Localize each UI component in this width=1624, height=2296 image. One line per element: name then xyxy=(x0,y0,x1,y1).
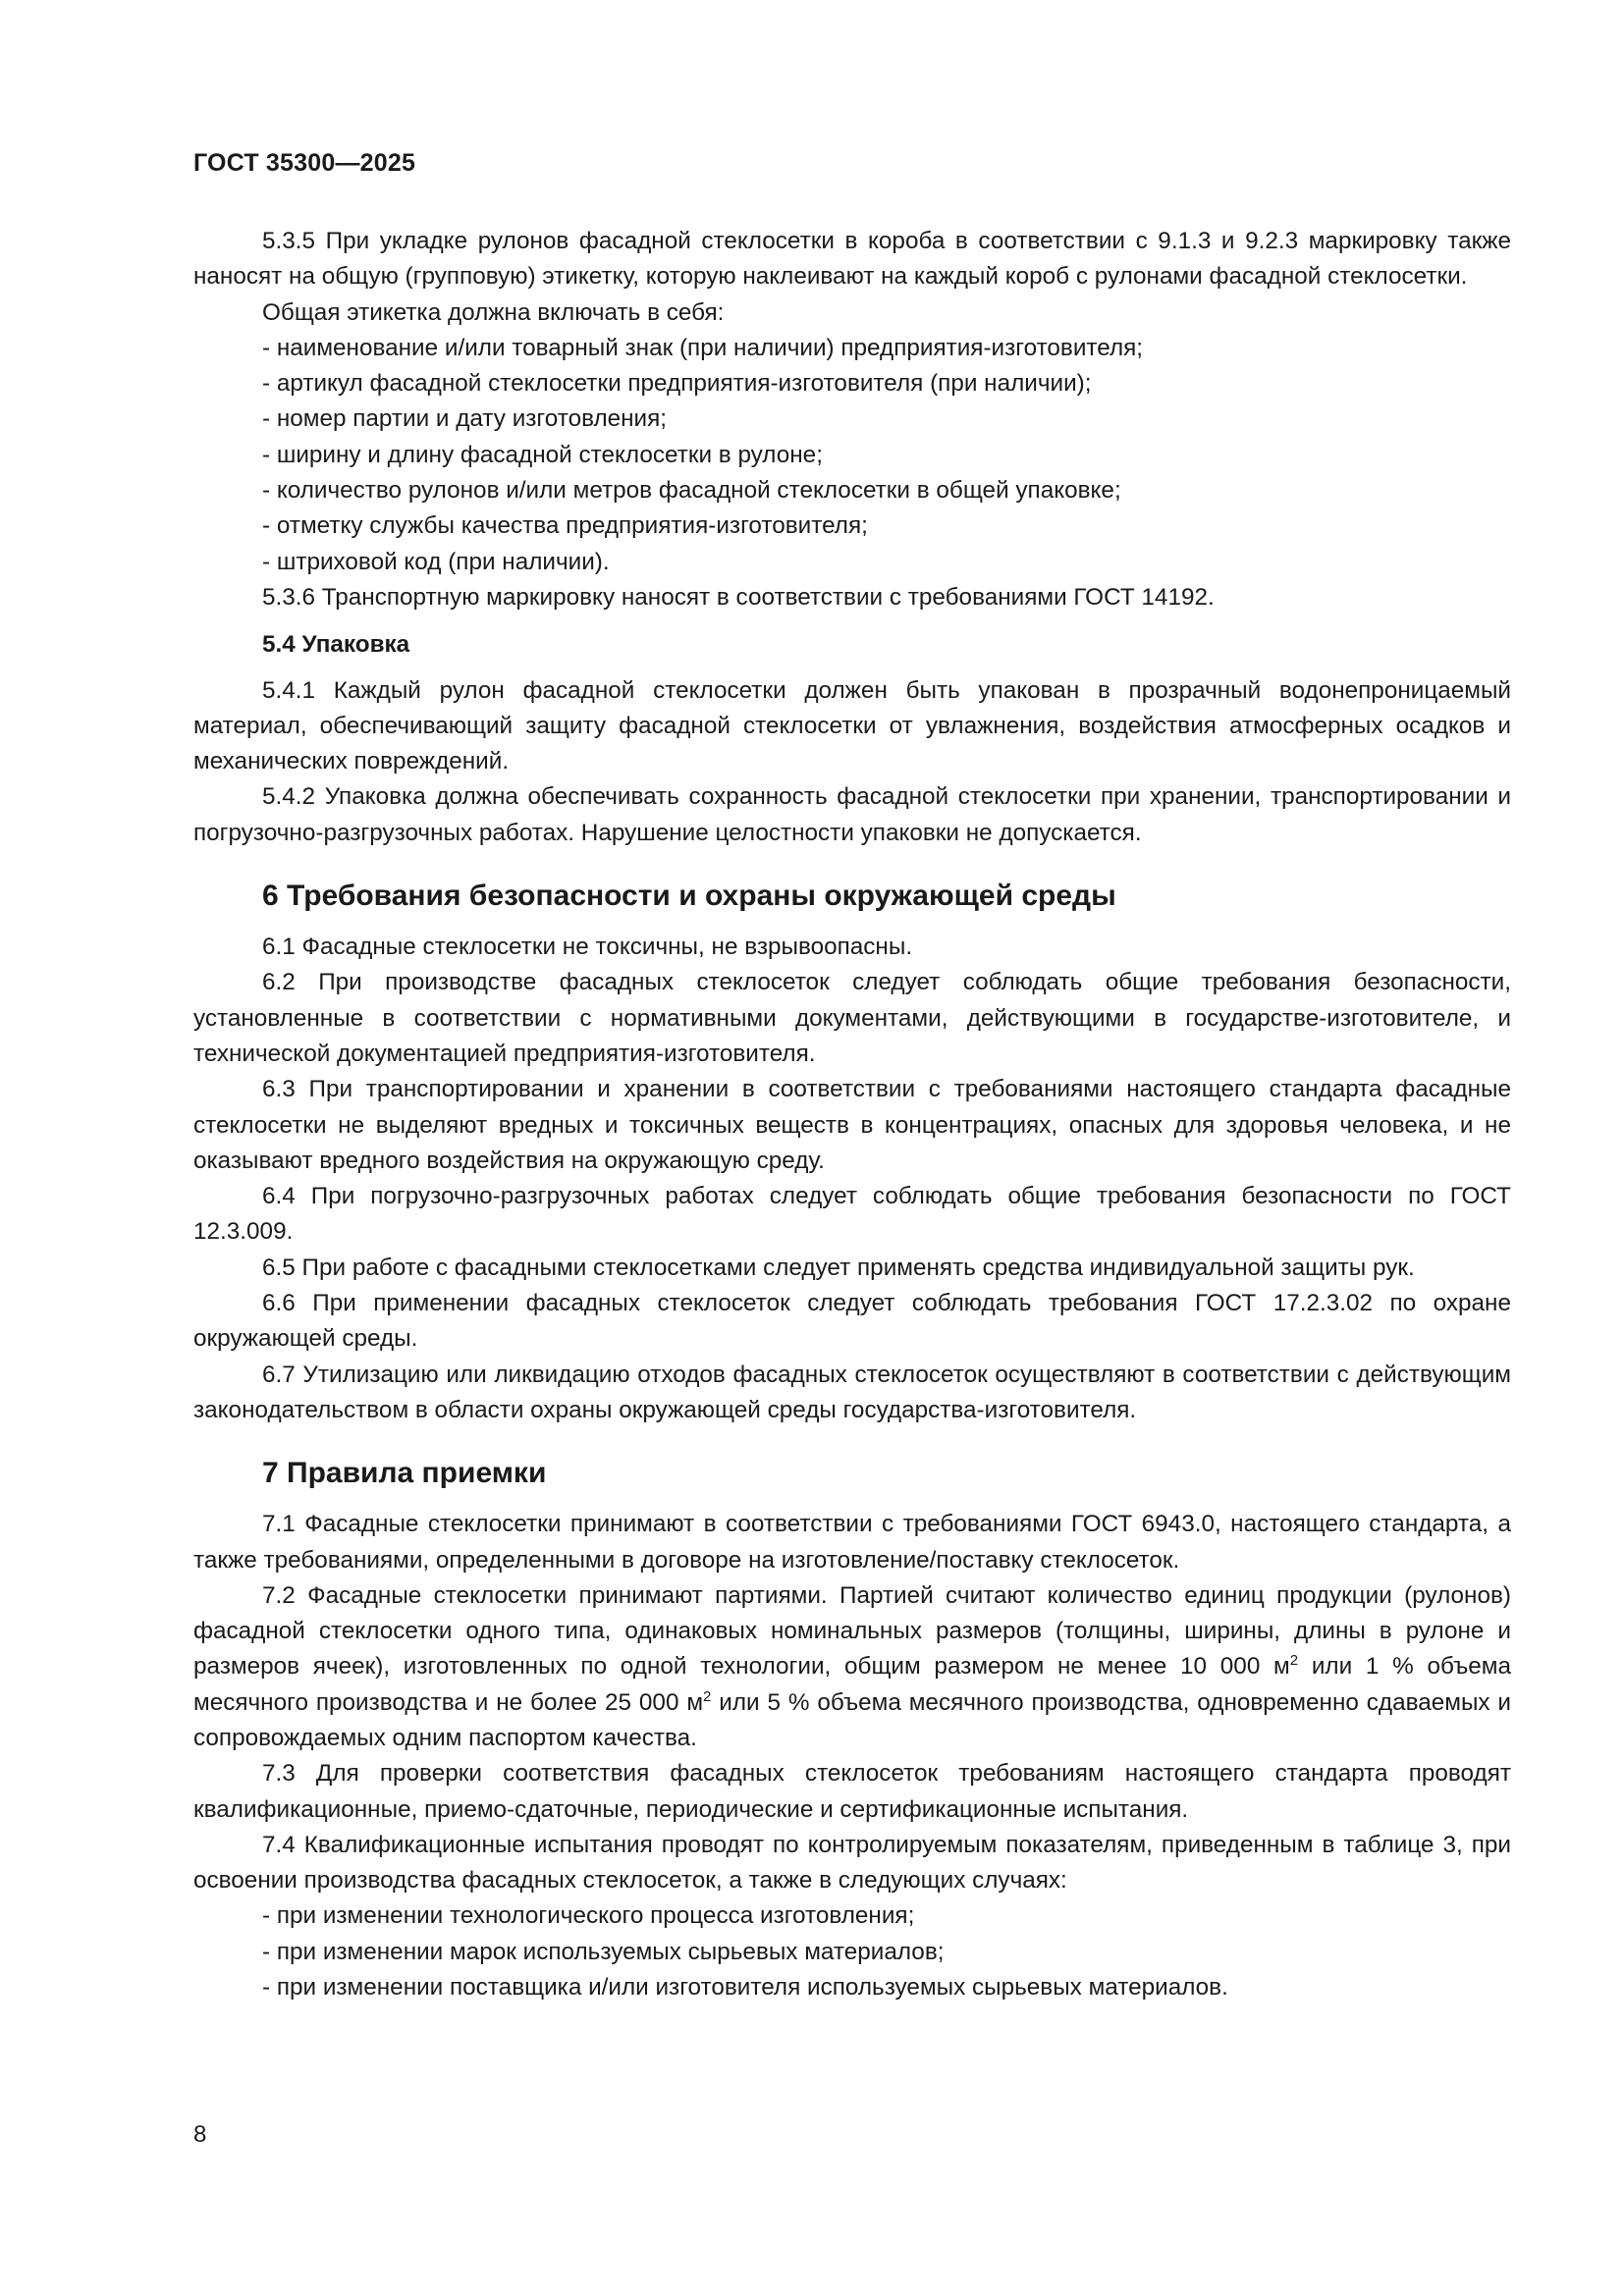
paragraph-7-3: 7.3 Для проверки соответствия фасадных стеклосеток требованиям настоящего стандарта проводят квалификационные, приемо-сдаточные, периодические и сертификационные испытания. xyxy=(193,1760,1511,1823)
list-item: - при изменении технологического процесса изготовления; xyxy=(262,1902,915,1930)
section-title-7: 7 Правила приемки xyxy=(262,1457,547,1490)
paragraph-5-4-2: 5.4.2 Упаковка должна обеспечивать сохранность фасадной стеклосетки при хранении, транспортировании и погрузочно-разгрузочных работах. Нарушение целостности упаковки не допускается. xyxy=(193,783,1511,846)
list-item: - количество рулонов и/или метров фасадной стеклосетки в общей упаковке; xyxy=(262,477,1121,505)
section-title-6: 6 Требования безопасности и охраны окружающей среды xyxy=(262,880,1116,913)
paragraph-7-2-part-c: или 5 % объема месячного производства, одновременно сдаваемых и сопровождаемых одним паспортом качества. xyxy=(193,1688,1512,1751)
paragraph-6-1: 6.1 Фасадные стеклосетки не токсичны, не взрывоопасны. xyxy=(262,934,913,961)
paragraph-6-7: 6.7 Утилизацию или ликвидацию отходов фасадных стеклосеток осуществляют в соответствии с действующим законодательством в области охраны окружающей среды государства-изготовителя. xyxy=(193,1361,1511,1423)
paragraph-5-4-1: 5.4.1 Каждый рулон фасадной стеклосетки должен быть упакован в прозрачный водонепроницаемый материал, обеспечивающий защиту фасадной стеклосетки от увлажнения, воздействия атмосферных осадков и механических повреждений. xyxy=(193,676,1511,775)
list-item: - при изменении марок используемых сырьевых материалов; xyxy=(262,1938,945,1965)
paragraph-5-3-6: 5.3.6 Транспортную маркировку наносят в соответствии с требованиями ГОСТ 14192. xyxy=(262,583,1215,611)
list-item: - наименование и/или товарный знак (при наличии) предприятия-изготовителя; xyxy=(262,334,1144,361)
paragraph-6-2: 6.2 При производстве фасадных стеклосеток следует соблюдать общие требования безопасности, установленные в соответствии с нормативными документами, действующими в государстве-изготовителе, и технической документацией предприятия-изготовителя. xyxy=(193,969,1511,1067)
document-header: ГОСТ 35300—2025 xyxy=(193,149,416,177)
list-item: - отметку службы качества предприятия-изготовителя; xyxy=(262,512,868,540)
superscript-square: 2 xyxy=(703,1687,712,1705)
list-item: - при изменении поставщика и/или изготовителя используемых сырьевых материалов. xyxy=(262,1974,1228,2002)
paragraph-6-5: 6.5 При работе с фасадными стеклосетками следует применять средства индивидуальной защиты рук. xyxy=(262,1254,1415,1281)
list-item: - артикул фасадной стеклосетки предприятия-изготовителя (при наличии); xyxy=(262,370,1092,398)
paragraph-7-2-part-a: 7.2 Фасадные стеклосетки принимают партиями. Партией считают количество единиц продукции (рулонов) фасадной стеклосетки одного типа, одинаковых номинальных размеров (толщины, ширины, длины в рулоне и размеров ячеек), изготовленных по одной технологии, общим размером не менее 10 000 м xyxy=(193,1581,1511,1681)
paragraph-6-6: 6.6 При применении фасадных стеклосеток следует соблюдать требования ГОСТ 17.2.3.02 по охране окружающей среды. xyxy=(193,1290,1511,1353)
label-list-intro: Общая этикетка должна включать в себя: xyxy=(262,298,725,326)
subsection-heading-packing: 5.4 Упаковка xyxy=(262,631,410,659)
document-body xyxy=(193,224,1511,2005)
paragraph-6-4: 6.4 При погрузочно-разгрузочных работах следует соблюдать общие требования безопасности по ГОСТ 12.3.009. xyxy=(193,1183,1511,1246)
paragraph-6-3: 6.3 При транспортировании и хранении в соответствии с требованиями настоящего стандарта фасадные стеклосетки не выделяют вредных и токсичных веществ в концентрациях, опасных для здоровья человека, и не оказывают вредного воздействия на окружающую среду. xyxy=(193,1076,1511,1174)
page-number: 8 xyxy=(193,2121,207,2148)
paragraph-7-2-part-b: или 1 % объема месячного производства и не более 25 000 м xyxy=(193,1653,1511,1716)
superscript-square: 2 xyxy=(1289,1652,1299,1670)
paragraph-7-4: 7.4 Квалификационные испытания проводят по контролируемым показателям, приведенным в таблице 3, при освоении производства фасадных стеклосеток, а также в следующих случаях: xyxy=(193,1831,1511,1895)
list-item: - ширину и длину фасадной стеклосетки в рулоне; xyxy=(262,441,823,468)
list-item: - штриховой код (при наличии). xyxy=(262,548,610,575)
paragraph-7-1: 7.1 Фасадные стеклосетки принимают в соответствии с требованиями ГОСТ 6943.0, настоящего стандарта, а также требованиями, определенными в договоре на изготовление/поставку стеклосеток. xyxy=(193,1511,1511,1574)
list-item: - номер партии и дату изготовления; xyxy=(262,405,668,433)
paragraph-5-3-5: 5.3.5 При укладке рулонов фасадной стеклосетки в короба в соответствии с 9.1.3 и 9.2.3 маркировку также наносят на общую (групповую) этикетку, которую наклеивают на каждый короб с рулонами фасадной стеклосетки. xyxy=(193,228,1511,291)
paragraph-7-2 xyxy=(193,1578,1511,1756)
